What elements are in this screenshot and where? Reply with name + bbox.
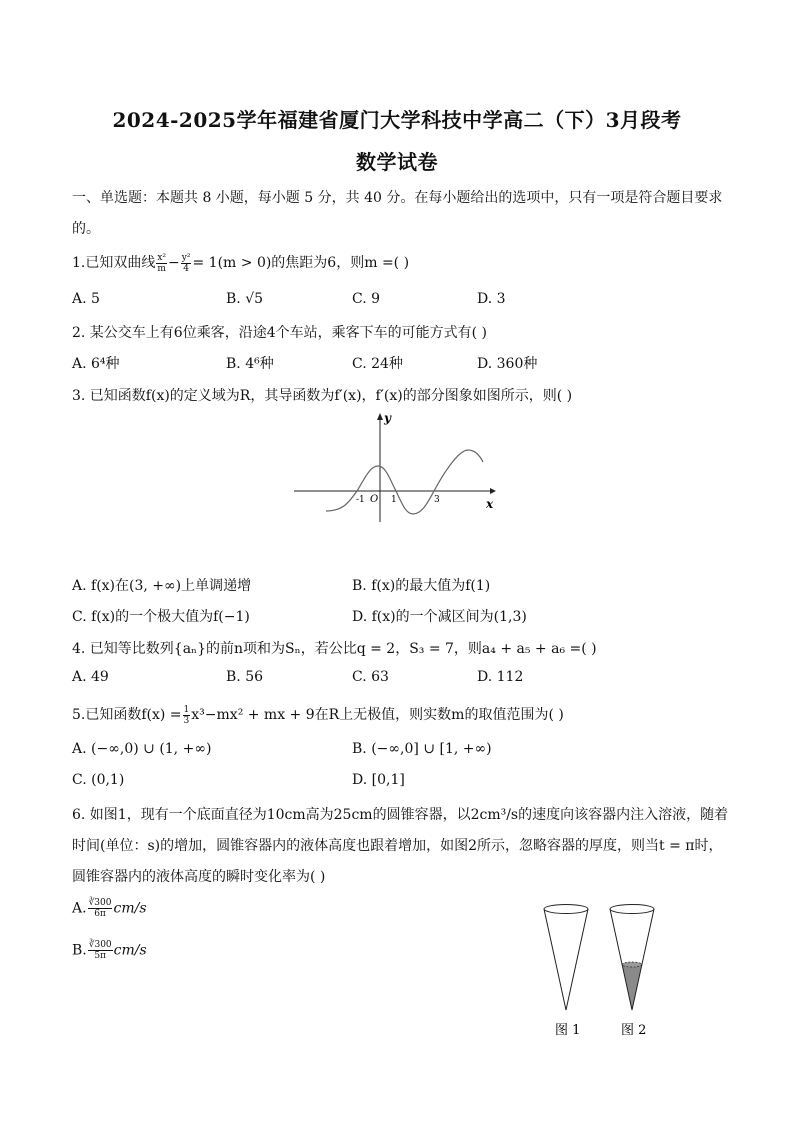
question-text: x³−mx² + mx + 9在R上无极值，则实数m的取值范围为( ) — [191, 707, 564, 723]
option-c[interactable]: C. (0,1) — [72, 772, 125, 788]
x-axis-arrow — [490, 488, 496, 494]
option-d[interactable]: D. 3 — [477, 291, 506, 307]
fraction-denominator: m — [157, 263, 166, 274]
page-title: 2024-2025学年福建省厦门大学科技中学高二（下）3月段考 — [112, 108, 682, 132]
figure-1-label: 图 1 — [555, 1023, 581, 1038]
question-text: 已知双曲线 — [85, 255, 156, 271]
option-d[interactable]: D. f(x)的一个减区间为(1,3) — [352, 609, 527, 625]
option-a[interactable]: A. (−∞,0) ∪ (1, +∞) — [72, 741, 212, 757]
fraction-numerator: 1 — [183, 704, 190, 715]
y-axis-label: y — [384, 411, 391, 425]
tick-label-3: 3 — [434, 495, 440, 505]
option-d[interactable]: D. 360种 — [477, 356, 538, 372]
fraction — [88, 898, 113, 919]
derivative-graph — [290, 410, 502, 528]
question-2: 2. 某公交车上有6位乘客，沿途4个车站，乘客下车的可能方式有( ) — [72, 325, 487, 341]
option-c[interactable]: C. 63 — [352, 669, 389, 685]
figure-2-label: 图 2 — [621, 1023, 647, 1038]
question-text: 已知函数f(x) = — [85, 707, 182, 723]
tick-label-neg1: -1 — [356, 495, 365, 505]
section-instructions-cont: 的。 — [72, 221, 100, 237]
fraction — [88, 940, 113, 961]
fraction-denominator: 6π — [94, 909, 106, 919]
fraction-denominator: 5π — [94, 951, 107, 961]
cone-2-rim — [610, 905, 654, 914]
tick-label-1: 1 — [391, 495, 397, 505]
question-4: 4. 已知等比数列{aₙ}的前n项和为Sₙ，若公比q = 2，S₃ = 7，则a₄ + a₅ + a₆ =( ) — [72, 641, 597, 657]
fraction-denominator: 4 — [183, 263, 189, 274]
question-number: 1. — [72, 255, 86, 271]
question-3: 3. 已知函数f(x)的定义域为R，其导函数为f′(x)，f′(x)的部分图象如图所示，则( ) — [72, 388, 573, 404]
minus-sign: − — [168, 255, 180, 271]
option-a[interactable] — [72, 898, 147, 919]
fraction-numerator: x² — [157, 252, 167, 263]
option-b[interactable]: B. f(x)的最大值为f(1) — [352, 578, 491, 594]
fraction-numerator: ∛300 — [88, 940, 112, 950]
fraction-numerator: ∛300 — [88, 898, 112, 908]
cone-1-rim — [544, 905, 588, 914]
question-5 — [72, 704, 564, 726]
option-a[interactable]: A. f(x)在(3, +∞)上单调递增 — [72, 578, 252, 594]
option-b[interactable]: B. 56 — [226, 669, 264, 685]
option-c[interactable]: C. 9 — [352, 291, 381, 307]
option-d[interactable]: D. 112 — [477, 669, 524, 685]
question-1 — [72, 252, 409, 274]
option-a[interactable]: A. 5 — [72, 291, 100, 307]
option-a[interactable]: A. 6⁴种 — [72, 356, 120, 372]
y-axis-arrow — [377, 413, 383, 420]
option-c[interactable]: C. 24种 — [352, 356, 403, 372]
section-instructions: 一、单选题：本题共 8 小题，每小题 5 分，共 40 分。在每小题给出的选项中，只有一项是符合题目要求 — [72, 190, 723, 206]
fraction — [183, 705, 191, 726]
fraction — [181, 253, 192, 274]
option-b[interactable] — [72, 940, 147, 961]
cone-2-liquid — [622, 965, 642, 1010]
fraction-denominator: 3 — [183, 715, 190, 726]
question-6-cont: 时间(单位：s)的增加，圆锥容器内的液体高度也跟着增加，如图2所示，忽略容器的厚度，则当t = π时， — [72, 838, 723, 854]
option-d[interactable]: D. [0,1] — [352, 772, 405, 788]
x-axis-label: x — [486, 497, 494, 511]
option-b[interactable]: B. 4⁶种 — [226, 356, 274, 372]
option-c[interactable]: C. f(x)的一个极大值为f(−1) — [72, 609, 250, 625]
option-b[interactable]: B. (−∞,0] ∪ [1, +∞) — [352, 741, 492, 757]
fraction — [156, 253, 167, 274]
fraction-numerator: y² — [181, 252, 191, 263]
unit: cm/s — [113, 942, 147, 959]
origin-label: O — [370, 494, 379, 505]
question-6: 6. 如图1，现有一个底面直径为10cm高为25cm的圆锥容器，以2cm³/s的速度向该容器内注入溶液，随着 — [72, 807, 729, 823]
question-text: = 1(m > 0)的焦距为6，则m =( ) — [192, 255, 410, 271]
cone-2-liquid-surface — [622, 962, 642, 967]
option-b[interactable]: B. √5 — [226, 291, 264, 307]
unit: cm/s — [113, 900, 147, 917]
option-a[interactable]: A. 49 — [72, 669, 109, 685]
cone-1-body — [544, 909, 588, 1010]
question-6-cont: 圆锥容器内的液体高度的瞬时变化率为( ) — [72, 869, 326, 885]
cone-figures — [536, 898, 672, 1044]
option-label: A. — [72, 900, 87, 917]
derivative-curve — [326, 450, 483, 514]
option-label: B. — [72, 942, 87, 959]
question-number: 5. — [72, 707, 86, 723]
page-subtitle: 数学试卷 — [356, 150, 438, 174]
